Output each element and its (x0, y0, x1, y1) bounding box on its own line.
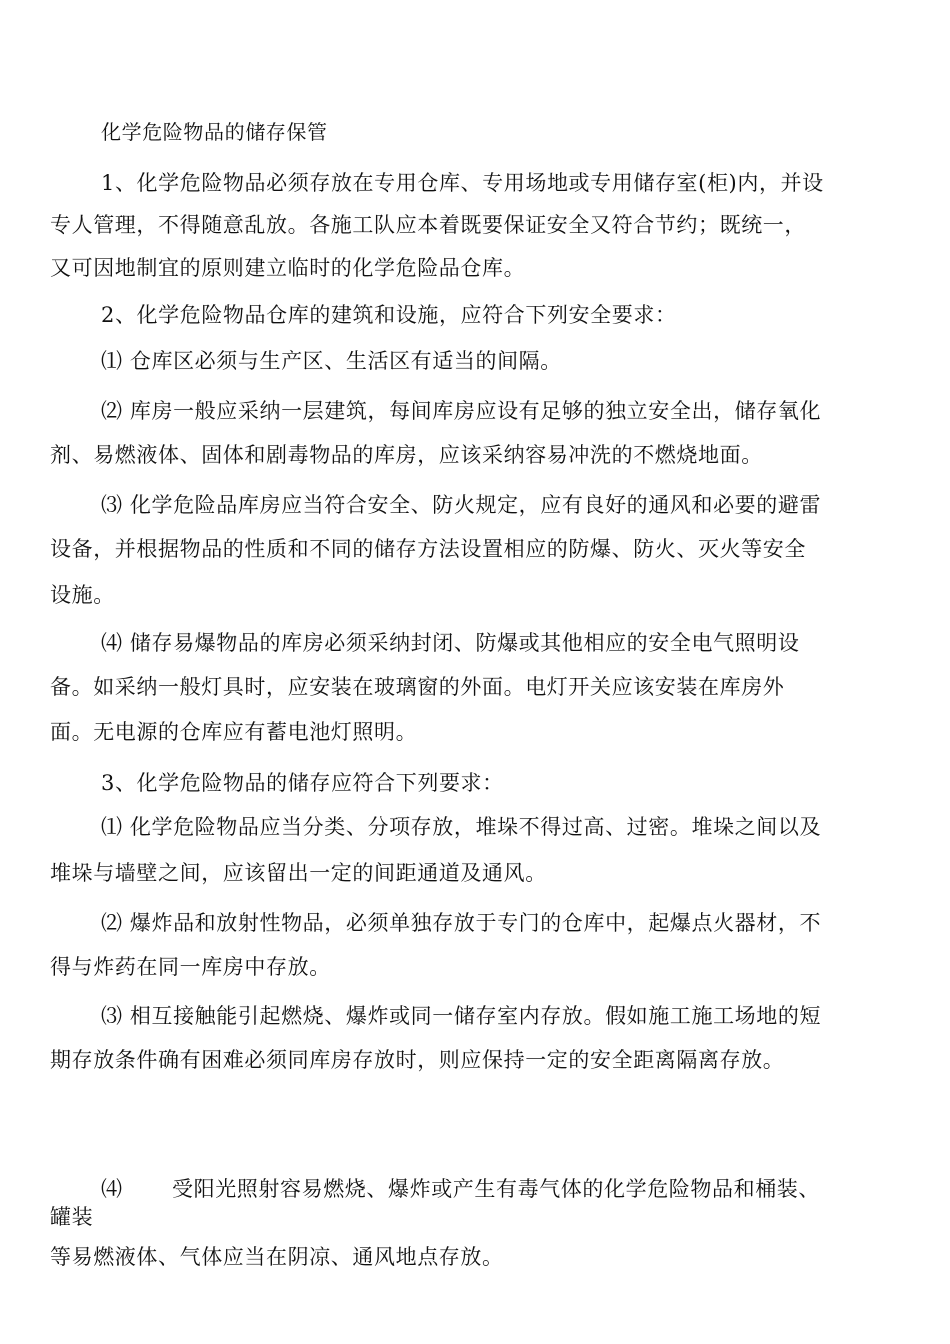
paragraph-line: 2、化学危险物品仓库的建筑和设施，应符合下列安全要求： (101, 303, 677, 327)
item-4-continuation-2: 等易燃液体、气体应当在阴凉、通风地点存放。 (50, 1245, 504, 1269)
paragraph-line: ⑴ 仓库区必须与生产区、生活区有适当的间隔。 (101, 349, 562, 373)
paragraph-line: ⑷ 储存易爆物品的库房必须采纳封闭、防爆或其他相应的安全电气照明设 (101, 631, 800, 655)
paragraph-line: 3、化学危险物品的储存应符合下列要求： (101, 771, 504, 795)
paragraph-line: ⑶ 化学危险品库房应当符合安全、防火规定，应有良好的通风和必要的避雷 (101, 493, 822, 517)
paragraph-line: 1、化学危险物品必须存放在专用仓库、专用场地或专用储存室(柜)内，并设 (101, 171, 824, 195)
paragraph-line: 专人管理，不得随意乱放。各施工队应本着既要保证安全又符合节约；既统一， (50, 213, 806, 237)
paragraph-line: ⑵ 爆炸品和放射性物品，必须单独存放于专门的仓库中，起爆点火器材，不 (101, 911, 822, 935)
item-4-continuation: 罐装 (50, 1205, 94, 1229)
paragraph-line: 得与炸药在同一库房中存放。 (50, 955, 331, 979)
item-4-text: 受阳光照射容易燃烧、爆炸或产生有毒气体的化学危险物品和桶装、 (172, 1177, 820, 1201)
paragraph-line: ⑶ 相互接触能引起燃烧、爆炸或同一储存室内存放。假如施工施工场地的短 (101, 1004, 822, 1028)
paragraph-line: ⑵ 库房一般应采纳一层建筑，每间库房应设有足够的独立安全出，储存氧化 (101, 399, 822, 423)
paragraph-line: 堆垛与墙壁之间，应该留出一定的间距通道及通风。 (50, 861, 547, 885)
paragraph-line: 又可因地制宜的原则建立临时的化学危险品仓库。 (50, 256, 526, 280)
paragraph-line: 期存放条件确有困难必须同库房存放时，则应保持一定的安全距离隔离存放。 (50, 1048, 785, 1072)
paragraph-line: 设备，并根据物品的性质和不同的储存方法设置相应的防爆、防火、灭火等安全 (50, 537, 806, 561)
paragraph-line: 剂、易燃液体、固体和剧毒物品的库房，应该采纳容易冲洗的不燃烧地面。 (50, 443, 763, 467)
paragraph-line: ⑴ 化学危险物品应当分类、分项存放，堆垛不得过高、过密。堆垛之间以及 (101, 815, 822, 839)
paragraph-line: 设施。 (50, 583, 115, 607)
item-4-marker: ⑷ (101, 1177, 123, 1201)
document-title: 化学危险物品的储存保管 (101, 120, 328, 144)
paragraph-line: 面。无电源的仓库应有蓄电池灯照明。 (50, 720, 418, 744)
paragraph-line: 备。如采纳一般灯具时，应安装在玻璃窗的外面。电灯开关应该安装在库房外 (50, 675, 785, 699)
